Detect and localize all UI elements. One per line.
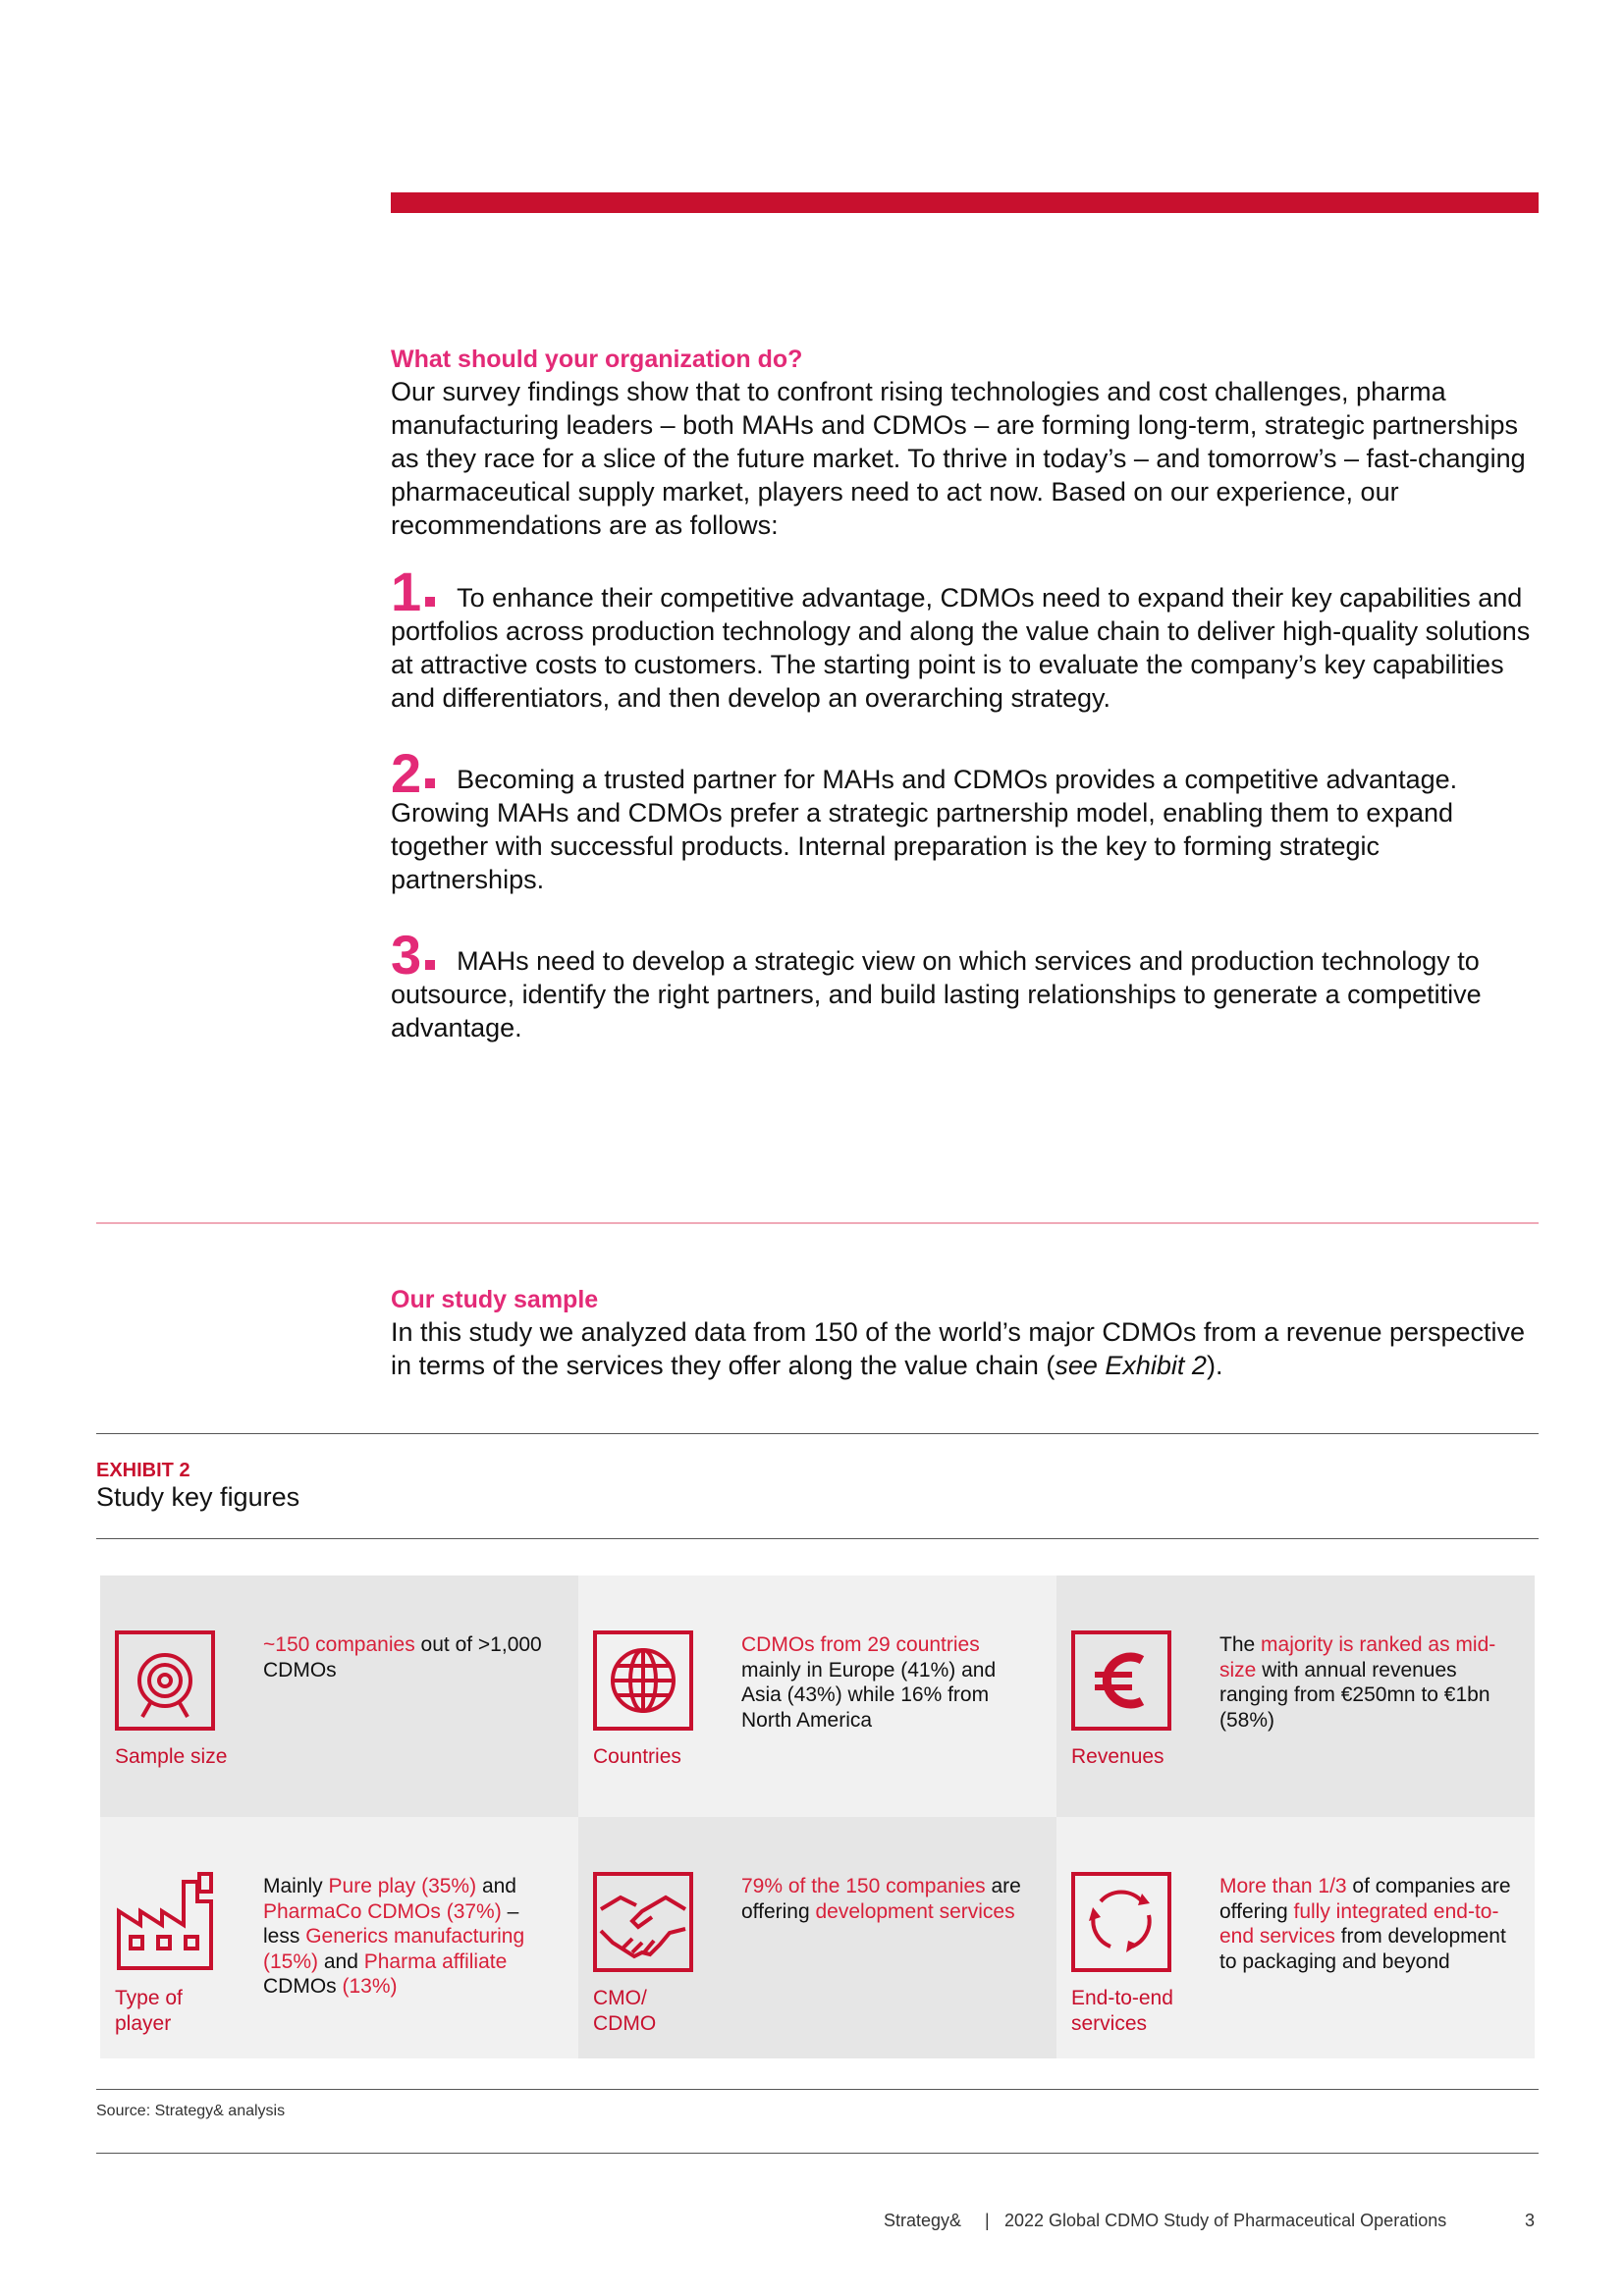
label-line: CMO/ — [593, 1987, 647, 2009]
description-text: are offering — [741, 1875, 1021, 1923]
key-figure-description — [263, 1632, 558, 1682]
key-figures-grid — [100, 1575, 1535, 2058]
description-text: Mainly — [263, 1875, 329, 1897]
key-figure-type-of-player — [100, 1817, 578, 2058]
footer-brand: Strategy& — [884, 2211, 962, 2230]
label-line: End-to-end — [1071, 1987, 1173, 2009]
description-text: with annual revenues ranging from €250mn to €1bn (58%) — [1219, 1658, 1490, 1732]
globe-icon — [593, 1630, 693, 1731]
label-line: Revenues — [1071, 1745, 1164, 1768]
description-text: The — [1219, 1633, 1262, 1656]
euro-icon — [1071, 1630, 1171, 1731]
description-text: from development to packaging and beyond — [1219, 1925, 1506, 1973]
highlight-text: More than 1/3 — [1219, 1875, 1347, 1897]
exhibit-label: EXHIBIT 2 — [96, 1460, 190, 1481]
description-text: out of >1,000 CDMOs — [263, 1633, 542, 1682]
study-sample — [391, 1284, 1539, 1382]
bullet-square — [425, 960, 435, 970]
key-figure-label — [593, 1744, 681, 1770]
exhibit-top-rule — [96, 1433, 1539, 1434]
recommendation-text: Becoming a trusted partner for MAHs and CDMOs provides a competitive advantage. Growing MAHs and CDMOs prefer a strategic partnership model, enabling them to expand together with successful products. Internal preparation is the key to forming strategic partnerships. — [391, 765, 1458, 894]
section-title: What should your organization do? — [391, 346, 803, 373]
highlight-text: development services — [815, 1899, 1015, 1923]
key-figure-description — [741, 1632, 1036, 1733]
section-divider — [96, 1222, 1539, 1224]
exhibit-reference: see Exhibit 2 — [1055, 1351, 1207, 1380]
source-note: Source: Strategy& analysis — [96, 2103, 286, 2119]
key-figure-label — [1071, 1744, 1164, 1770]
recommendation-2 — [391, 742, 1539, 896]
section-title: Our study sample — [391, 1286, 599, 1313]
highlight-text: Generics manufacturing (15%) — [263, 1925, 525, 1973]
recommendations-intro — [391, 344, 1539, 542]
highlight-text: fully integrated end-to-end services — [1219, 1899, 1499, 1948]
highlight-text: CDMOs from 29 countries — [741, 1633, 980, 1656]
description-text: mainly in Europe (41%) and Asia (43%) while 16% from North America — [741, 1658, 997, 1732]
recommendation-text: MAHs need to develop a strategic view on which services and production technology to outsource, identify the right partners, and build lasting relationships to generate a competitive advantage. — [391, 946, 1482, 1042]
highlight-text: Pure play (35%) — [328, 1875, 477, 1897]
key-figure-cmo-cdmo — [578, 1817, 1056, 2058]
highlight-text: Pharma affiliate — [363, 1949, 508, 1973]
key-figure-sample-size — [100, 1575, 578, 1817]
label-line: CDMO — [593, 2012, 657, 2035]
description-text: of companies are offering — [1219, 1875, 1511, 1923]
exhibit-bottom-rule — [96, 2089, 1539, 2090]
recommendation-text: To enhance their competitive advantage, CDMOs need to expand their key capabilities and portfolios across production technology and along the value chain to deliver high-quality solutions at attractive costs to customers. The starting point is to evaluate the company’s key capabilities and differentiators, and then develop an overarching strategy. — [391, 583, 1531, 713]
intro-paragraph: Our survey findings show that to confront rising technologies and cost challenges, pharma manufacturing leaders – both MAHs and CDMOs – are forming long-term, strategic partnerships as they race for a slice of the future market. To thrive in today’s – and tomorrow’s – fast-changing pharmaceutical supply market, players need to act now. Based on our experience, our recommendations are as follows: — [391, 377, 1526, 540]
key-figure-label — [115, 1986, 183, 2037]
bullet-square — [425, 597, 435, 607]
highlight-text: (13%) — [342, 1975, 398, 1998]
highlight-text: PharmaCo CDMOs (37%) — [263, 1899, 502, 1923]
key-figure-label — [1071, 1986, 1173, 2037]
description-text: CDMOs — [263, 1975, 343, 1998]
description-text: and — [318, 1949, 364, 1973]
description-text: and — [476, 1875, 516, 1897]
key-figure-description — [263, 1874, 558, 2000]
key-figure-label — [115, 1744, 227, 1770]
study-text-end: ). — [1206, 1351, 1223, 1380]
recommendation-number: 2 — [391, 742, 422, 804]
footer-title: 2022 Global CDMO Study of Pharmaceutical Operations — [1004, 2211, 1447, 2230]
key-figure-revenues — [1056, 1575, 1535, 1817]
recommendation-number: 1 — [391, 561, 422, 622]
bullet-square — [425, 778, 435, 788]
target-icon — [115, 1630, 215, 1731]
recommendation-number: 3 — [391, 924, 422, 986]
highlight-text: 79% of the 150 companies — [741, 1875, 986, 1897]
highlight-text: ~150 companies — [263, 1633, 415, 1656]
key-figure-description — [1219, 1632, 1514, 1733]
exhibit-title: Study key figures — [96, 1482, 300, 1512]
page-number: 3 — [1525, 2211, 1536, 2230]
study-paragraph — [391, 1315, 1539, 1382]
highlight-text: majority is ranked as mid-size — [1219, 1633, 1496, 1682]
footer-separator: | — [985, 2211, 990, 2230]
exhibit-header-rule — [96, 1538, 1539, 1539]
footer-rule — [96, 2153, 1539, 2154]
top-accent-bar — [391, 192, 1539, 213]
label-line: Countries — [593, 1745, 681, 1768]
label-line: Sample size — [115, 1745, 228, 1768]
study-text: In this study we analyzed data from 150 of the world’s major CDMOs from a revenue perspective in terms of the services they offer along the value chain ( — [391, 1317, 1526, 1380]
recommendation-1 — [391, 561, 1539, 715]
description-text: – less — [263, 1899, 519, 1948]
recommendation-3 — [391, 924, 1539, 1044]
key-figure-description — [741, 1874, 1036, 1924]
key-figure-description — [1219, 1874, 1514, 1974]
key-figure-label — [593, 1986, 656, 2037]
factory-icon — [115, 1872, 215, 1972]
key-figure-countries — [578, 1575, 1056, 1817]
label-line: Type of — [115, 1987, 183, 2009]
handshake-icon — [593, 1872, 693, 1972]
label-line: services — [1071, 2012, 1148, 2035]
key-figure-end-to-end — [1056, 1817, 1535, 2058]
label-line: player — [115, 2012, 172, 2035]
cycle-arrows-icon — [1071, 1872, 1171, 1972]
